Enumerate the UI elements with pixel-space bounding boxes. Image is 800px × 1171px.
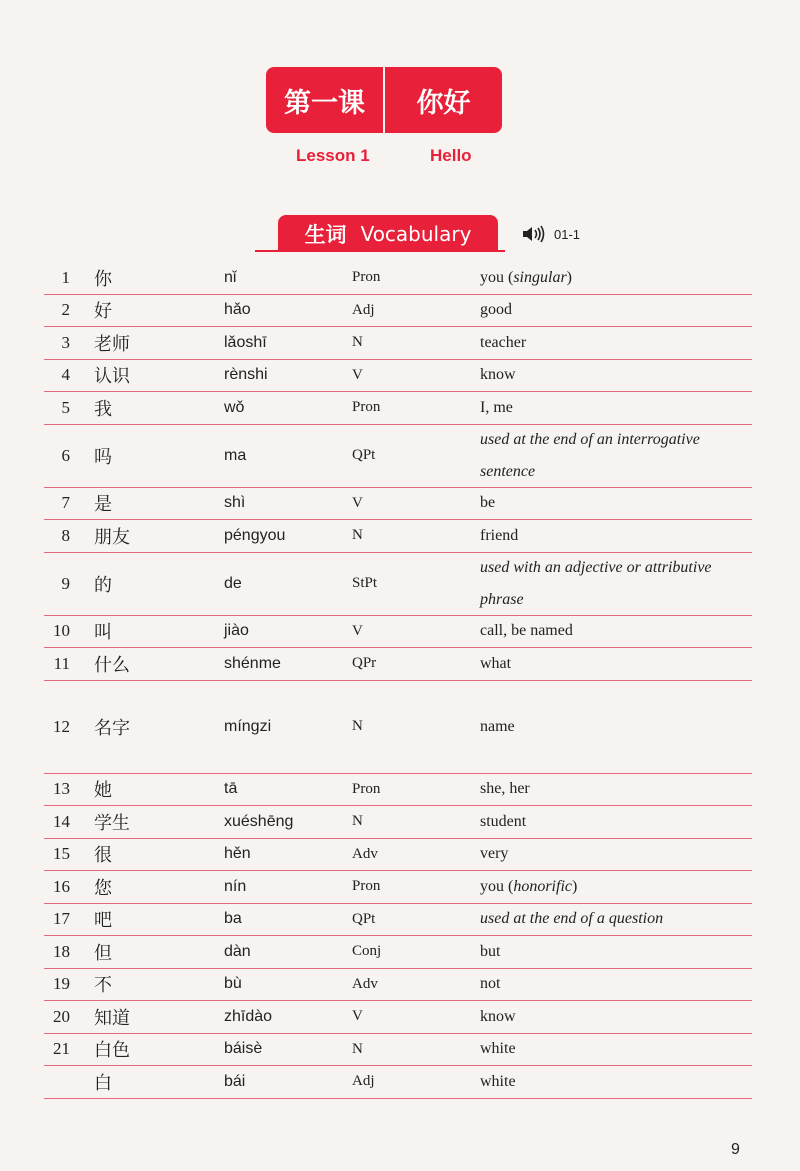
vocab-hanzi: 叫 (94, 622, 112, 644)
vocab-hanzi: 很 (94, 845, 112, 867)
vocab-row (44, 553, 752, 616)
vocab-number: 10 (53, 621, 70, 641)
vocab-pinyin: tā (224, 780, 238, 798)
vocab-row (44, 1066, 752, 1099)
vocab-number: 11 (53, 653, 70, 673)
vocab-hanzi: 认识 (94, 366, 130, 388)
vocab-definition-text (480, 1066, 516, 1098)
vocab-part-of-speech: Conj (352, 943, 382, 960)
vocab-part-of-speech: N (352, 1040, 363, 1057)
vocab-hanzi: 我 (94, 398, 112, 420)
vocab-definition-plain: white (480, 1072, 516, 1090)
vocab-definition (480, 553, 752, 615)
vocab-definition-plain: know (480, 366, 516, 384)
vocab-part-of-speech: QPt (352, 910, 376, 927)
vocab-definition-text (480, 711, 515, 743)
lesson-number-zh: 第一课 (284, 87, 365, 119)
speaker-icon (522, 225, 548, 243)
vocab-definition-plain: you (480, 268, 504, 286)
vocab-definition-text (480, 392, 513, 424)
vocab-row (44, 520, 752, 553)
vocab-pinyin: bù (224, 975, 242, 993)
vocab-row (44, 327, 752, 360)
vocab-hanzi: 吗 (94, 446, 112, 468)
vocab-definition-plain: very (480, 845, 509, 863)
vocab-hanzi: 什么 (94, 654, 130, 676)
vocab-row (44, 392, 752, 425)
vocab-part-of-speech: QPt (352, 447, 376, 463)
vocab-number: 4 (61, 365, 70, 385)
vocab-hanzi: 是 (94, 494, 112, 516)
vocab-hanzi: 你 (94, 268, 112, 290)
vocab-definition-text (480, 806, 526, 838)
section-header (278, 215, 498, 252)
vocab-number: 15 (53, 844, 70, 864)
vocab-pinyin: xuéshēng (224, 812, 294, 830)
vocab-pinyin: bái (224, 1072, 246, 1090)
vocab-hanzi: 不 (94, 975, 112, 997)
vocab-part-of-speech: StPt (352, 575, 378, 591)
vocab-definition-plain: good (480, 301, 512, 319)
vocab-definition-text (480, 359, 516, 391)
vocab-definition-plain: call, be named (480, 622, 573, 640)
vocab-definition (480, 648, 752, 680)
vocab-definition-plain: but (480, 942, 501, 960)
vocab-pinyin: shì (224, 494, 246, 512)
audio-track[interactable] (522, 225, 580, 243)
vocab-part-of-speech: N (352, 527, 363, 544)
vocab-definition-text: you (honorific) (480, 877, 578, 895)
vocab-pinyin: nǐ (224, 268, 237, 286)
vocab-hanzi: 好 (94, 301, 112, 323)
vocab-number: 18 (53, 941, 70, 961)
vocab-row (44, 969, 752, 1002)
vocab-number: 5 (61, 397, 70, 417)
vocab-number: 16 (53, 876, 70, 896)
vocab-definition-text (480, 838, 508, 870)
vocab-number: 1 (61, 267, 70, 287)
vocab-number: 17 (53, 909, 70, 929)
lesson-title-zh: 你好 (416, 87, 471, 119)
vocab-row (44, 774, 752, 807)
vocab-pinyin: wǒ (224, 398, 245, 416)
vocab-hanzi: 老师 (94, 333, 130, 355)
vocab-part-of-speech: Pron (352, 780, 381, 797)
vocab-definition (480, 806, 752, 838)
vocab-part-of-speech: Pron (352, 399, 381, 416)
vocab-part-of-speech: Pron (352, 269, 381, 286)
vocab-definition (480, 936, 752, 968)
vocab-definition (480, 425, 752, 487)
vocab-definition-italic: singular (513, 268, 567, 286)
vocab-pinyin: hěn (224, 845, 251, 863)
vocab-definition (480, 616, 752, 648)
vocab-pinyin: míngzi (224, 717, 272, 735)
vocab-definition-plain: you (480, 877, 504, 895)
vocab-definition (480, 774, 752, 806)
vocab-definition-text (480, 1001, 516, 1033)
vocab-number: 14 (53, 811, 70, 831)
vocab-pinyin: péngyou (224, 526, 286, 544)
vocab-definition-plain: know (480, 1007, 516, 1025)
vocab-definition (480, 904, 752, 936)
vocab-number (44, 1066, 70, 1098)
vocab-definition-text (480, 936, 500, 968)
vocab-definition (480, 681, 752, 773)
vocab-definition-text (480, 773, 530, 805)
vocab-definition-text (480, 327, 526, 359)
vocab-definition (480, 295, 752, 327)
vocab-row (44, 806, 752, 839)
vocab-definition (480, 327, 752, 359)
vocab-definition-plain: I, me (480, 398, 513, 416)
vocab-row (44, 681, 752, 774)
lesson-number-en: Lesson 1 (296, 146, 370, 165)
vocab-pinyin: ba (224, 910, 242, 928)
vocab-number: 3 (61, 332, 70, 352)
vocab-hanzi: 吧 (94, 910, 112, 932)
vocab-definition (480, 488, 752, 520)
vocab-definition (480, 1034, 752, 1066)
vocab-part-of-speech: Pron (352, 878, 381, 895)
vocab-part-of-speech: N (352, 813, 363, 830)
lesson-title-en: Hello (430, 146, 472, 165)
vocab-hanzi: 您 (94, 877, 112, 899)
vocab-row (44, 1001, 752, 1034)
vocab-number: 21 (53, 1039, 70, 1059)
vocab-row (44, 904, 752, 937)
vocab-pinyin: nín (224, 877, 247, 895)
vocab-definition (480, 360, 752, 392)
vocab-pinyin: zhīdào (224, 1007, 273, 1025)
vocab-number: 6 (61, 445, 70, 465)
audio-track-number: 01-1 (554, 226, 581, 242)
vocab-row (44, 616, 752, 649)
vocab-definition (480, 392, 752, 424)
vocab-number: 20 (53, 1006, 70, 1026)
vocab-pinyin: jiào (224, 622, 249, 640)
vocab-part-of-speech: N (352, 334, 363, 351)
section-title-zh: 生词 (304, 222, 347, 247)
vocab-part-of-speech: Adj (352, 1073, 375, 1090)
vocab-definition-text (480, 615, 573, 647)
vocab-number: 13 (53, 779, 70, 799)
vocab-part-of-speech: V (352, 1008, 363, 1025)
vocab-definition-text (480, 968, 500, 1000)
vocab-row (44, 262, 752, 295)
vocab-row (44, 295, 752, 328)
vocab-definition-text (480, 487, 495, 519)
vocab-hanzi: 的 (94, 574, 112, 596)
vocab-definition-plain: what (480, 654, 512, 672)
vocab-part-of-speech: V (352, 494, 363, 511)
vocab-definition-plain: student (480, 812, 527, 830)
vocab-pinyin: ma (224, 446, 247, 464)
vocab-pinyin: lǎoshī (224, 333, 267, 351)
vocab-definition-text: you (singular) (480, 268, 572, 286)
vocab-definition-plain: teacher (480, 333, 527, 351)
vocab-number: 12 (53, 716, 70, 736)
vocab-pinyin: dàn (224, 942, 251, 960)
vocab-pinyin: báisè (224, 1040, 263, 1058)
vocab-number: 2 (61, 300, 70, 320)
vocab-hanzi: 白 (94, 1072, 112, 1094)
vocab-definition (480, 1001, 752, 1033)
vocab-definition-plain: she, her (480, 780, 530, 798)
vocab-definition-italic: honorific (513, 877, 572, 895)
vocab-definition-text (480, 424, 752, 488)
vocabulary-table (44, 262, 752, 1099)
vocab-hanzi: 但 (94, 942, 112, 964)
vocab-definition-plain: not (480, 975, 501, 993)
vocab-row (44, 648, 752, 681)
vocab-definition-italic: used with an adjective or attributive phrase (480, 558, 712, 608)
vocab-row (44, 425, 752, 488)
vocab-definition-text (480, 648, 511, 680)
section-title-en: Vocabulary (360, 221, 472, 246)
vocab-definition (480, 969, 752, 1001)
vocab-definition (480, 839, 752, 871)
vocab-pinyin: shénme (224, 654, 281, 672)
vocab-definition-plain: white (480, 1040, 516, 1058)
vocab-number: 7 (61, 493, 70, 513)
vocab-number: 19 (53, 974, 70, 994)
vocab-row (44, 871, 752, 904)
vocab-row (44, 936, 752, 969)
vocab-pinyin: hǎo (224, 301, 251, 319)
vocab-number: 8 (61, 525, 70, 545)
vocab-definition-plain: name (480, 717, 515, 735)
vocab-definition (480, 1066, 752, 1098)
vocab-definition (480, 520, 752, 552)
vocab-part-of-speech: QPr (352, 655, 377, 672)
vocab-definition (480, 262, 752, 294)
vocab-row (44, 488, 752, 521)
vocab-definition-plain: friend (480, 526, 519, 544)
lesson-banner (266, 67, 502, 133)
vocab-part-of-speech: Adv (352, 975, 378, 992)
vocab-row (44, 1034, 752, 1067)
vocab-part-of-speech: V (352, 622, 363, 639)
vocab-hanzi: 学生 (94, 812, 130, 834)
vocab-definition (480, 871, 752, 903)
vocab-hanzi: 知道 (94, 1007, 130, 1029)
vocab-hanzi: 朋友 (94, 526, 130, 548)
vocab-part-of-speech: Adj (352, 301, 375, 318)
vocab-row (44, 839, 752, 872)
vocab-pinyin: rènshi (224, 366, 268, 384)
vocab-pinyin: de (224, 574, 242, 592)
vocab-definition-italic: used at the end of an interrogative sentence (480, 430, 700, 480)
vocab-part-of-speech: V (352, 366, 363, 383)
vocab-number: 9 (61, 573, 70, 593)
vocab-definition-plain: be (480, 494, 496, 512)
vocab-hanzi: 她 (94, 780, 112, 802)
vocab-part-of-speech: N (352, 718, 363, 734)
vocab-definition-text (480, 552, 752, 616)
vocab-part-of-speech: Adv (352, 845, 378, 862)
vocab-definition-text (480, 520, 518, 552)
page-number: 9 (731, 1141, 740, 1158)
vocab-row (44, 360, 752, 393)
vocab-hanzi: 白色 (94, 1040, 130, 1062)
vocab-definition-italic: used at the end of a question (480, 910, 664, 928)
vocab-definition-text (480, 903, 663, 935)
vocab-definition-text (480, 1033, 516, 1065)
vocab-definition-text (480, 294, 512, 326)
vocab-hanzi: 名字 (94, 717, 130, 739)
